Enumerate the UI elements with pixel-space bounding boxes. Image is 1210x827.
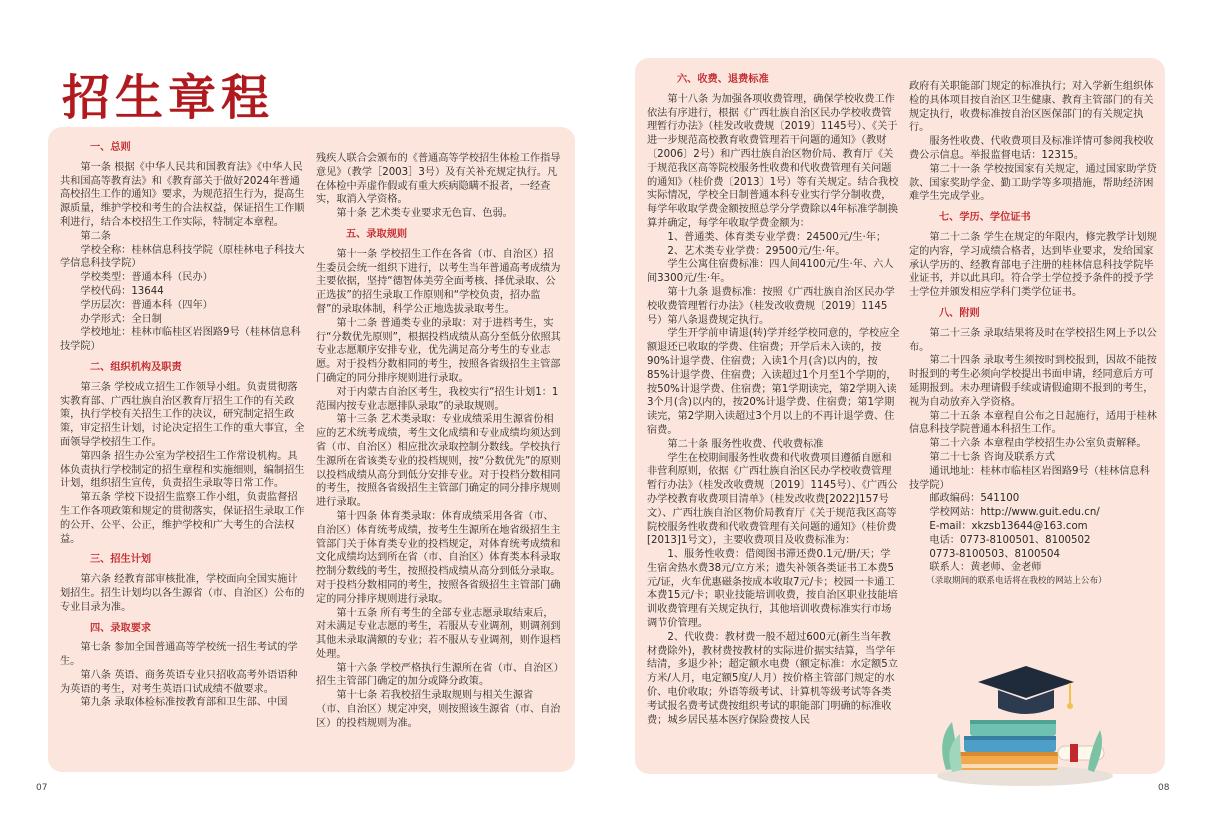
graduation-books-illustration [930, 660, 1120, 788]
paragraph: 第二十五条 本章程自公布之日起施行，适用于桂林信息科技学院普通本科招生工作。 [909, 410, 1157, 436]
section-heading: 八、附则 [939, 307, 980, 319]
paragraph: 第一条 根据《中华人民共和国教育法》《中华人民共和国高等教育法》和《教育部关于做好2024年普通高校招生工作的通知》要求，为规范招生行为，提高生源质量，维护学校和考生的合法权益，保证招生工作顺利进行，结合本校招生工作实际，特制定本章程。 [60, 161, 305, 228]
section-heading: 五、录取规则 [346, 228, 408, 240]
paragraph: 2、艺术类专业学费：29500元/生·年。 [667, 245, 846, 257]
paragraph: 第十一条 学校招生工作在各省（市、自治区）招生委员会统一组织下进行，以考生当年普通高考成绩为主要依据，坚持“德智体美劳全面考核、择优录取、公正选拔”的招生录取工作原则和“学校负责，招办监督”的录取体制，科学公正地选拔录取考生。 [316, 248, 561, 315]
paragraph: 学生公寓住宿费标准：四人间4100元/生·年、六人间3300元/生·年。 [647, 259, 894, 285]
section-heading: 一、总则 [90, 142, 131, 153]
paragraph: 学生开学前申请退(转)学并经学校同意的，学校应全额退还已收取的学费、住宿费；开学后未入读的，按90%计退学费、住宿费；入读1个月(含)以内的，按85%计退学费、住宿费；入读超过1个月至1个学期的，按50%计退学费、住宿费；第1学期读完，第2学期入读3个月(含)以内的，按20%计退学费、住宿费；第1学期读完，第2学期入读超过3个月以上的不再计退学费、住宿费。 [647, 328, 900, 436]
paragraph: 对于内蒙古自治区考生，我校实行“招生计划1：1范围内按专业志愿排队录取”的录取规则。 [316, 386, 559, 412]
paragraph: 0773-8100503、8100504 [929, 548, 1060, 560]
paragraph: 学生在校期间服务性收费和代收费项目遵循自愿和非营利原则，依据《广西壮族自治区民办学校收费管理暂行办法》（桂发改收费规〔2019〕1145号）、《广西公办学校教育收费项目清单》（桂发改收费[2022]157号文）、广西壮族自治区物价局教育厅《关于规范我区高等院校服务性收费和代收费管理有关问题的通知》（桂价费[2013]1号文），主要收费项目及收费标准为： [647, 452, 898, 547]
page-number-right: 08 [1158, 783, 1170, 793]
paragraph: 第十九条 退费标准：按照《广西壮族自治区民办学校收费管理暂行办法》（桂发改收费规〔2019〕1145号）第八条退费规定执行。 [647, 286, 895, 326]
paragraph: 第四条 招生办公室为学校招生工作常设机构。具体负责执行学校制定的招生章程和实施细则，编制招生计划，组织招生宣传，负责招生录取等日常工作。 [60, 450, 305, 490]
paragraph: 第十六条 学校严格执行生源所在省（市、自治区）招生主管部门确定的加分或降分政策。 [316, 662, 559, 688]
paragraph: 第六条 经教育部审核批准，学校面向全国实施计划招生。招生计划均以各生源省（市、自治区）公布的专业目录为准。 [60, 574, 305, 613]
paragraph: 学校地址：桂林市临桂区岩图路9号（桂林信息科技学院） [60, 327, 301, 353]
paragraph: 第二十一条 学校按国家有关规定，通过国家助学贷款、国家奖助学金、勤工助学等多项措施，帮助经济困难学生完成学业。 [909, 163, 1157, 203]
paragraph: 残疾人联合会颁布的《普通高等学校招生体检工作指导意见》（教学［2003］3号）及有关补充规定执行。凡在体检中弄虚作假或有重大疾病隐瞒不报者，一经查实，取消入学资格。 [316, 153, 561, 206]
paragraph: 第二十三条 录取结果将及时在学校招生网上予以公布。 [909, 327, 1157, 353]
section-heading: 七、学历、学位证书 [939, 212, 1031, 224]
paragraph: 第十二条 普通类专业的录取：对于进档考生，实行“分数优先原则”，根据投档成绩从高分至低分依照其专业志愿顺序安排专业，优先满足高分考生的专业志愿。对于投档分数相同的考生，按照各省级招生主管部门确定的同分排序规则进行录取。 [316, 317, 561, 384]
paragraph: 学历层次：普通本科（四年） [80, 299, 213, 311]
note-text: （录取期间的联系电话将在我校的网站上公布） [926, 576, 1107, 587]
paragraph: E-mail：xkzsb13644@163.com [929, 520, 1088, 532]
paragraph: 通讯地址：桂林市临桂区岩图路9号（桂林信息科技学院） [909, 465, 1150, 491]
paragraph: 第二十七条 咨询及联系方式 [929, 451, 1055, 463]
section-heading: 六、收费、退费标准 [677, 74, 769, 85]
paragraph: 政府有关职能部门规定的标准执行；对入学新生组织体检的具体项目按自治区卫生健康、教育主管部门的有关规定执行，收费标准按自治区医保部门的有关规定执行。 [909, 81, 1154, 134]
paragraph: 邮政编码：541100 [929, 493, 1020, 505]
paragraph: 1、普通类、体育类专业学费：24500元/生·年； [667, 231, 887, 243]
paragraph: 服务性收费、代收费项目及标准详情可参阅我校收费公示信息。举报监督电话：12315。 [909, 136, 1154, 161]
paragraph: 电话：0773-8100501、8100502 [929, 534, 1091, 546]
paragraph: 第十五条 所有考生的全部专业志愿录取结束后，对未满足专业志愿的考生，若服从专业调剂，则调剂到其他未录取满额的专业；若不服从专业调剂，则作退档处理。 [316, 607, 561, 660]
left-column-2 [316, 152, 562, 731]
paragraph: 第十四条 体育类录取：体育成绩采用各省（市、自治区）体育统考成绩，按考生生源所在地省级招生主管部门关于体育类专业的投档规定，对体育统考成绩和文化成绩均达到所在省（市、自治区）体育类本科录取控制分数线的考生，按照投档成绩从高分到低分录取。对于投档分数相同的考生，按照各省级招生主管部门确定的同分排序规则进行录取。 [316, 510, 561, 605]
right-column-1 [647, 66, 900, 727]
paragraph: 第十七条 若我校招生录取规则与相关生源省（市、自治区）规定冲突，则按照该生源省（市、自治区）的投档规则为准。 [316, 690, 561, 729]
paragraph: 第二十条 服务性收费、代收费标准 [667, 438, 824, 450]
paragraph: 第九条 录取体检标准按教育部和卫生部、中国 [80, 697, 288, 709]
paragraph: 第二十六条 本章程由学校招生办公室负责解释。 [929, 438, 1147, 450]
paragraph: 第二条 [80, 230, 111, 242]
paragraph: 学校代码：13644 [80, 285, 164, 297]
page-title: 招生章程 [62, 70, 275, 126]
paragraph: 第十八条 为加强各项收费管理，确保学校收费工作依法有序进行，根据《广西壮族自治区民办学校收费管理暂行办法》（桂发改收费规〔2019〕1145号）、《关于进一步规范高校教育收费管理若干问题的通知》（教财〔2006〕2号）和广西壮族自治区物价局、教育厅《关于规范我区高等院校服务性收费和代收费管理有关问题的通知》（桂价费〔2013〕1号）等有关规定。结合我校实际情况，学校全日制普通本科专业实行学分制收费，每学年收取学费金额按照总学分学费除以4年标准学制换算并确定，每学年收取学费金额为： [647, 93, 899, 229]
paragraph: 第二十四条 录取考生须按时到校报到，因故不能按时报到的考生必须向学校提出书面申请，经同意后方可延期报到。未办理请假手续或请假逾期不报到的考生，视为自动放弃入学资格。 [909, 355, 1157, 408]
right-column-2 [909, 80, 1159, 589]
paragraph: 办学形式：全日制 [80, 313, 162, 325]
paragraph: 第十三条 艺术类录取：专业成绩采用生源省份相应的艺术统考成绩，考生文化成绩和专业成绩均须达到省（市、自治区）相应批次录取控制分数线。学校执行生源所在省该类专业的投档规则，按“分数优先”的原则以投档成绩从高分到低分安排专业。对于投档分数相同的考生，按照各省级招生主管部门确定的同分排序规则进行录取。 [316, 414, 561, 509]
paragraph: 学校全称：桂林信息科技学院（原桂林电子科技大学信息科技学院） [60, 244, 305, 270]
section-heading: 二、组织机构及职责 [90, 361, 182, 373]
section-heading: 三、招生计划 [90, 554, 152, 566]
paragraph: 第五条 学校下设招生监察工作小组，负责监督招生工作各项政策和规定的贯彻落实，保证招生录取工作的公开、公平、公正，维护学校和广大考生的合法权益。 [60, 492, 305, 545]
paragraph: 学校类型：普通本科（民办） [80, 272, 213, 284]
section-heading: 四、录取要求 [90, 622, 152, 634]
paragraph: 第八条 英语、商务英语专业只招收高考外语语种为英语的考生，对考生英语口试成绩不做要求。 [60, 669, 298, 695]
paragraph: 联系人：黄老师、金老师 [929, 562, 1042, 574]
paragraph: 第七条 参加全国普通高等学校统一招生考试的学生。 [60, 642, 298, 668]
paragraph: 第二十二条 学生在规定的年限内，修完教学计划规定的内容，学习成绩合格者，达到毕业要求，发给国家承认学历的、经教育部电子注册的桂林信息科技学院毕业证书，并以此具印。符合学士学位授予条件的授予学士学位并颁发相应学科门类学位证书。 [909, 231, 1157, 299]
paragraph: 学校网站：http://www.guit.edu.cn/ [929, 507, 1100, 519]
paragraph: 第三条 学校成立招生工作领导小组。负责贯彻落实教育部、广西壮族自治区教育厅招生工作的有关政策，执行学校有关招生工作的决议，研究制定招生政策，审定招生计划，讨论决定招生工作的重大事宜，全面领导学校招生工作。 [60, 381, 305, 448]
paragraph: 第十条 艺术类专业要求无色盲、色弱。 [336, 208, 513, 220]
paragraph: 1、服务性收费：借阅图书滞还费0.1元/册/天；学生宿舍热水费38元/立方米；遗失补领各类证书工本费5元/证，火车优惠磁条按成本收取7元/卡；校园一卡通工本费15元/卡；职业技能培训收费，按自治区职业技能培训收费管理有关规定执行，其他培训收费标准实行市场调节价管理。 [647, 549, 898, 630]
left-column-1 [60, 134, 306, 710]
page-number-left: 07 [36, 783, 48, 793]
paragraph: 2、代收费：教材费一般不超过600元(新生当年教材费除外)，教材费按教材的实际进价据实结算，当学年结清，多退少补；超定额水电费（额定标准：水定额5立方米/人月，电定额5度/人月）按价格主管部门规定的水价、电价收取；外语等级考试、计算机等级考试等各类考试报名费考试费按组织考试的职能部门明确的标准收费；城乡居民基本医疗保险费按人民 [647, 631, 898, 726]
